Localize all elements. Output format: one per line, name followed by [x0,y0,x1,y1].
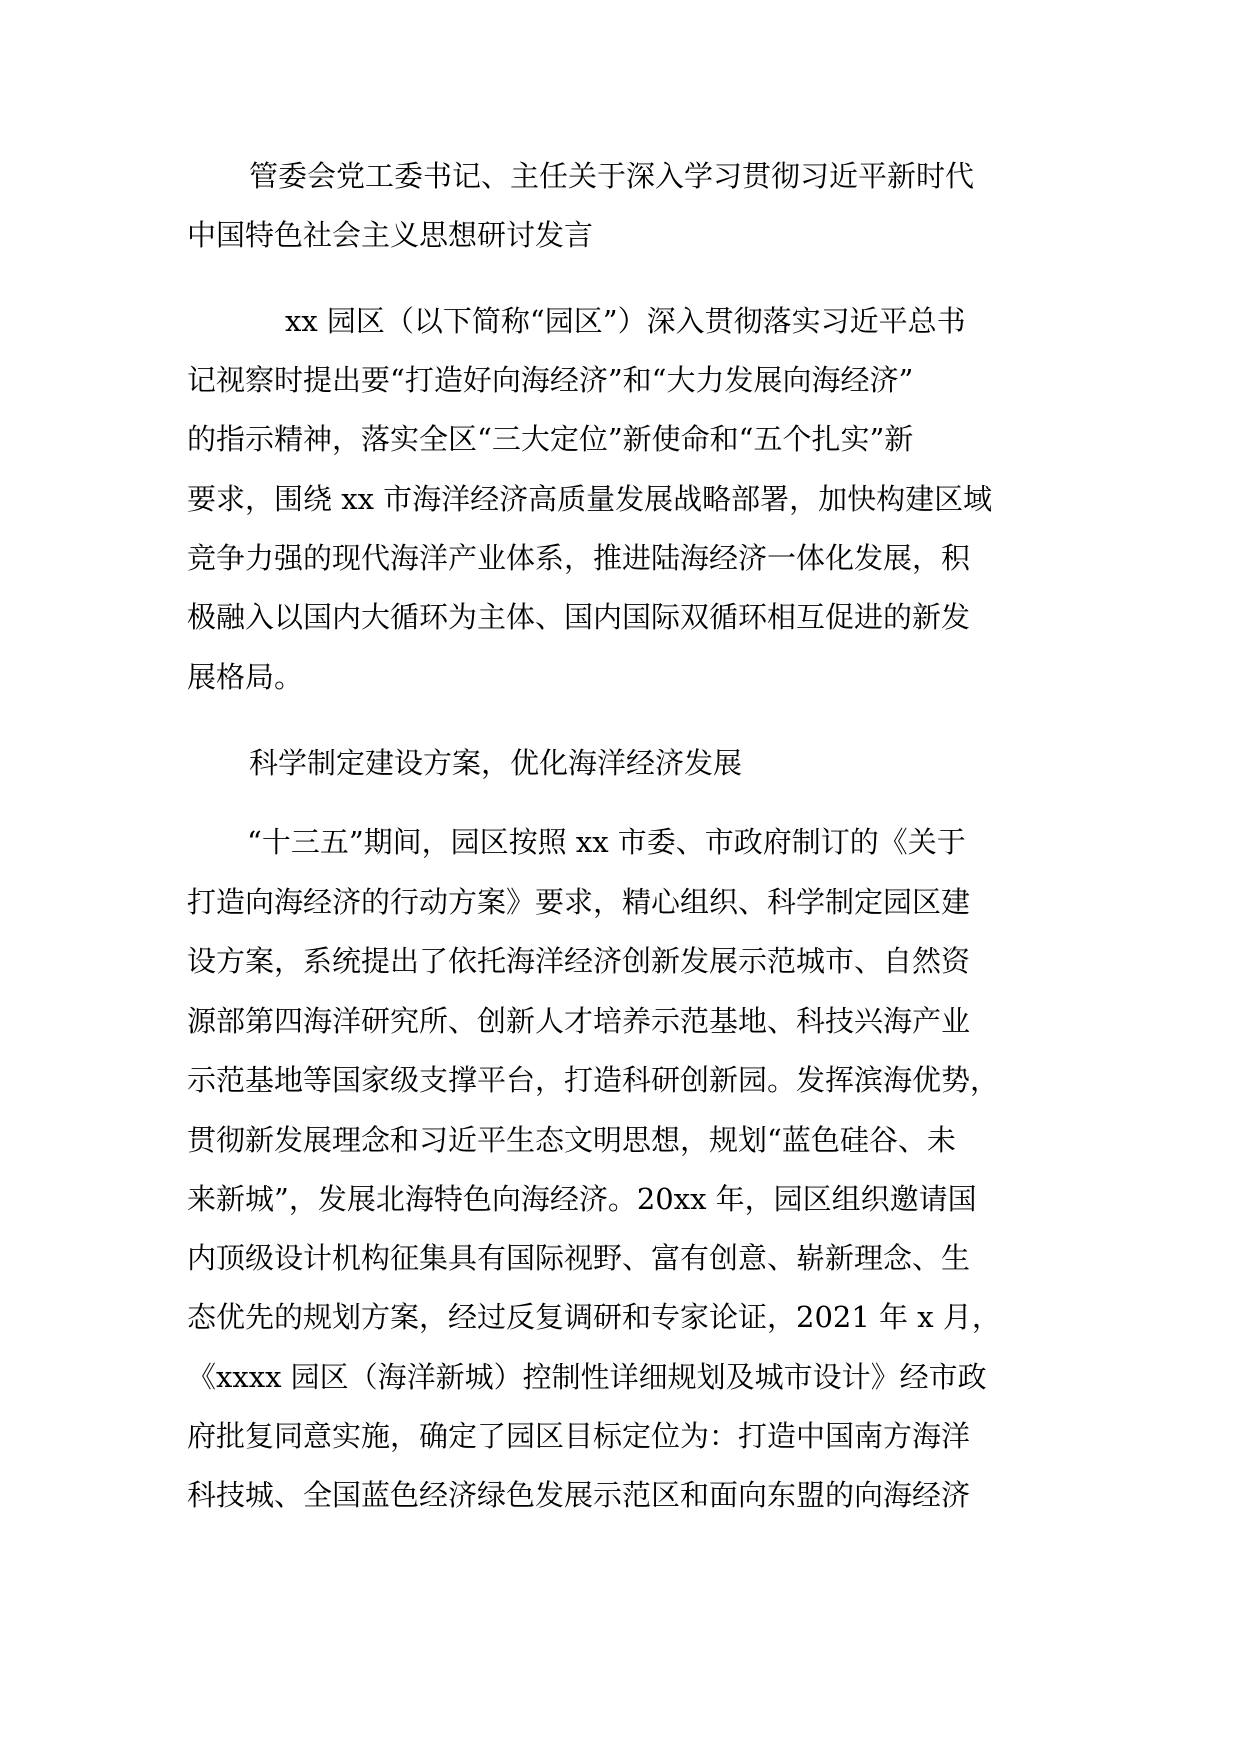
title-line-1: 管委会党工委书记、主任关于深入学习贯彻习近平新时代 [249,159,975,193]
paragraph-2-line-5: 示范基地等国家级支撑平台，打造科研创新园。发挥滨海优势， [187,1063,1000,1097]
paragraph-1-line-6: 极融入以国内大循环为主体、国内国际双循环相互促进的新发 [187,600,971,634]
paragraph-2-line-7: 来新城”，发展北海特色向海经济。20xx 年，园区组织邀请国 [187,1182,977,1216]
paragraph-1-line-1: xx 园区（以下简称“园区”）深入贯彻落实习近平总书 [285,304,966,338]
paragraph-2-line-6: 贯彻新发展理念和习近平生态文明思想，规划“蓝色硅谷、未 [187,1123,956,1157]
paragraph-1-line-2: 记视察时提出要“打造好向海经济”和“大力发展向海经济” [187,363,914,397]
paragraph-2-line-9: 态优先的规划方案，经过反复调研和专家论证，2021 年 x 月， [187,1300,1001,1334]
paragraph-1-line-7: 展格局。 [187,660,304,694]
paragraph-2-line-3: 设方案，系统提出了依托海洋经济创新发展示范城市、自然资 [187,944,971,978]
paragraph-2-line-2: 打造向海经济的行动方案》要求，精心组织、科学制定园区建 [187,885,971,919]
title-line-2: 中国特色社会主义思想研讨发言 [187,218,594,252]
paragraph-2-line-4: 源部第四海洋研究所、创新人才培养示范基地、科技兴海产业 [187,1004,971,1038]
paragraph-2-line-10: 《xxxx 园区（海洋新城）控制性详细规划及城市设计》经市政 [187,1360,987,1394]
paragraph-2-line-1: “十三五”期间，园区按照 xx 市委、市政府制订的《关于 [247,825,966,859]
paragraph-2-line-8: 内顶级设计机构征集具有国际视野、富有创意、崭新理念、生 [187,1241,971,1275]
paragraph-2-line-12: 科技城、全国蓝色经济绿色发展示范区和面向东盟的向海经济 [187,1478,971,1512]
paragraph-1-line-3: 的指示精神，落实全区“三大定位”新使命和“五个扎实”新 [187,422,914,456]
section-heading: 科学制定建设方案，优化海洋经济发展 [249,746,743,780]
paragraph-1-line-5: 竞争力强的现代海洋产业体系，推进陆海经济一体化发展，积 [187,541,971,575]
paragraph-1-line-4: 要求，围绕 xx 市海洋经济高质量发展战略部署，加快构建区域 [187,482,993,516]
paragraph-2-line-11: 府批复同意实施，确定了园区目标定位为：打造中国南方海洋 [187,1419,971,1453]
